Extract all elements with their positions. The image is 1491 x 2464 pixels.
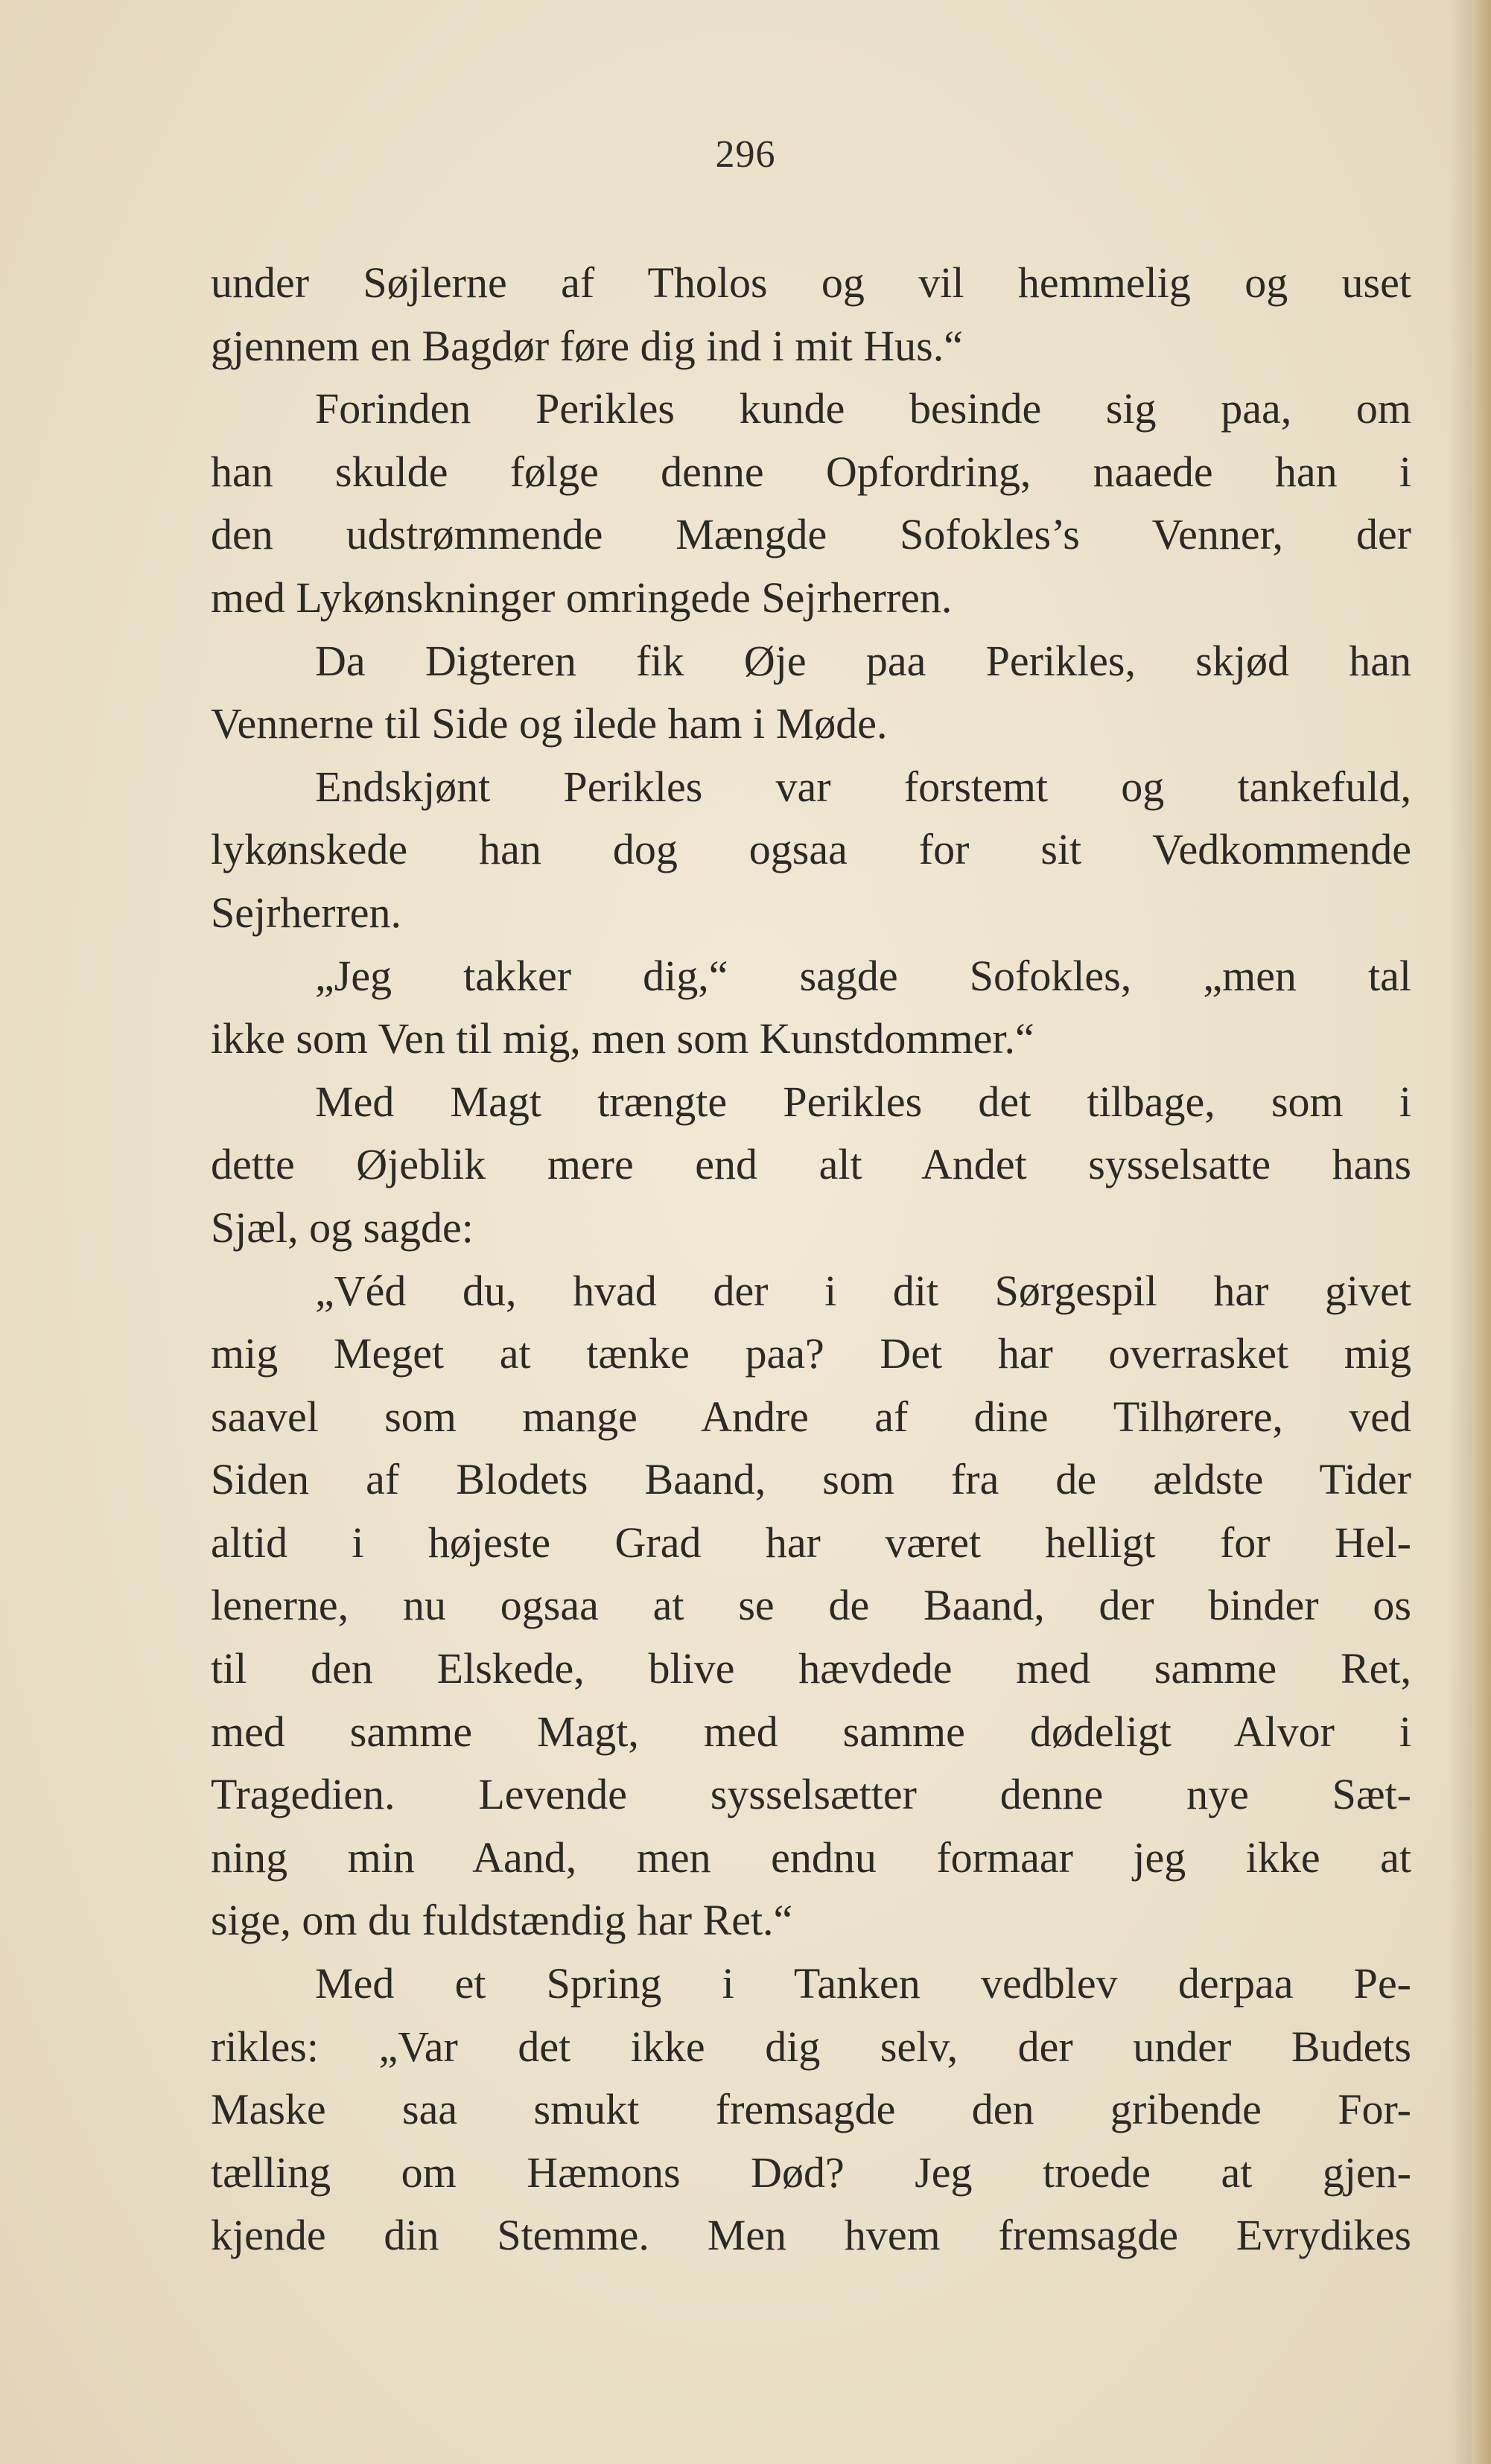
text-line: Endskjønt Perikles var forstemt og tankefuld, xyxy=(315,762,1411,811)
text-line: han skulde følge denne Opfordring, naaede han i xyxy=(211,447,1411,496)
text-line: mig Meget at tænke paa? Det har overrasket mig xyxy=(211,1329,1411,1378)
text-line: lykønskede han dog ogsaa for sit Vedkommende xyxy=(211,825,1411,874)
text-line: „Véd du, hvad der i dit Sørgespil har givet xyxy=(315,1266,1411,1315)
text-line: Med Magt trængte Perikles det tilbage, som i xyxy=(315,1077,1411,1126)
text-line: under Søjlerne af Tholos og vil hemmelig og uset xyxy=(211,258,1411,307)
text-line: Forinden Perikles kunde besinde sig paa, om xyxy=(315,384,1411,433)
text-line: Siden af Blodets Baand, som fra de ældste Tider xyxy=(211,1455,1411,1504)
text-line: Tragedien. Levende sysselsætter denne nye Sæt- xyxy=(211,1770,1411,1819)
text-line: Med et Spring i Tanken vedblev derpaa Pe- xyxy=(315,1959,1411,2008)
text-line: Da Digteren fik Øje paa Perikles, skjød han xyxy=(315,636,1411,685)
text-line: kjende din Stemme. Men hvem fremsagde Evrydikes xyxy=(211,2211,1411,2260)
text-line: Vennerne til Side og ilede ham i Møde. xyxy=(211,699,888,748)
text-line: sige, om du fuldstændig har Ret.“ xyxy=(211,1896,793,1945)
page-number: 296 xyxy=(715,133,776,176)
page-gutter-shadow xyxy=(1449,0,1472,2464)
text-line: den udstrømmende Mængde Sofokles’s Venner, der xyxy=(211,510,1411,559)
text-line: altid i højeste Grad har været helligt for Hel- xyxy=(211,1518,1411,1567)
text-line: til den Elskede, blive hævdede med samme Ret, xyxy=(211,1644,1411,1693)
text-line: lenerne, nu ogsaa at se de Baand, der binder os xyxy=(211,1581,1411,1630)
text-line: ikke som Ven til mig, men som Kunstdommer.“ xyxy=(211,1014,1034,1063)
body-text xyxy=(211,252,1411,2267)
text-line: dette Øjeblik mere end alt Andet sysselsatte hans xyxy=(211,1140,1411,1189)
text-line: gjennem en Bagdør føre dig ind i mit Hus.“ xyxy=(211,321,963,370)
text-line: med Lykønskninger omringede Sejrherren. xyxy=(211,573,953,622)
text-line: ning min Aand, men endnu formaar jeg ikke at xyxy=(211,1833,1411,1882)
text-line: saavel som mange Andre af dine Tilhørere, ved xyxy=(211,1392,1411,1441)
text-line: Sjæl, og sagde: xyxy=(211,1203,474,1252)
text-line: „Jeg takker dig,“ sagde Sofokles, „men tal xyxy=(315,951,1411,1000)
text-line: Sejrherren. xyxy=(211,888,402,937)
text-line: med samme Magt, med samme dødeligt Alvor i xyxy=(211,1707,1411,1756)
text-line: tælling om Hæmons Død? Jeg troede at gjen- xyxy=(211,2148,1411,2197)
text-line: Maske saa smukt fremsagde den gribende For- xyxy=(211,2085,1411,2134)
text-line: rikles: „Var det ikke dig selv, der under Budets xyxy=(211,2022,1411,2071)
page-edge xyxy=(1472,0,1491,2464)
